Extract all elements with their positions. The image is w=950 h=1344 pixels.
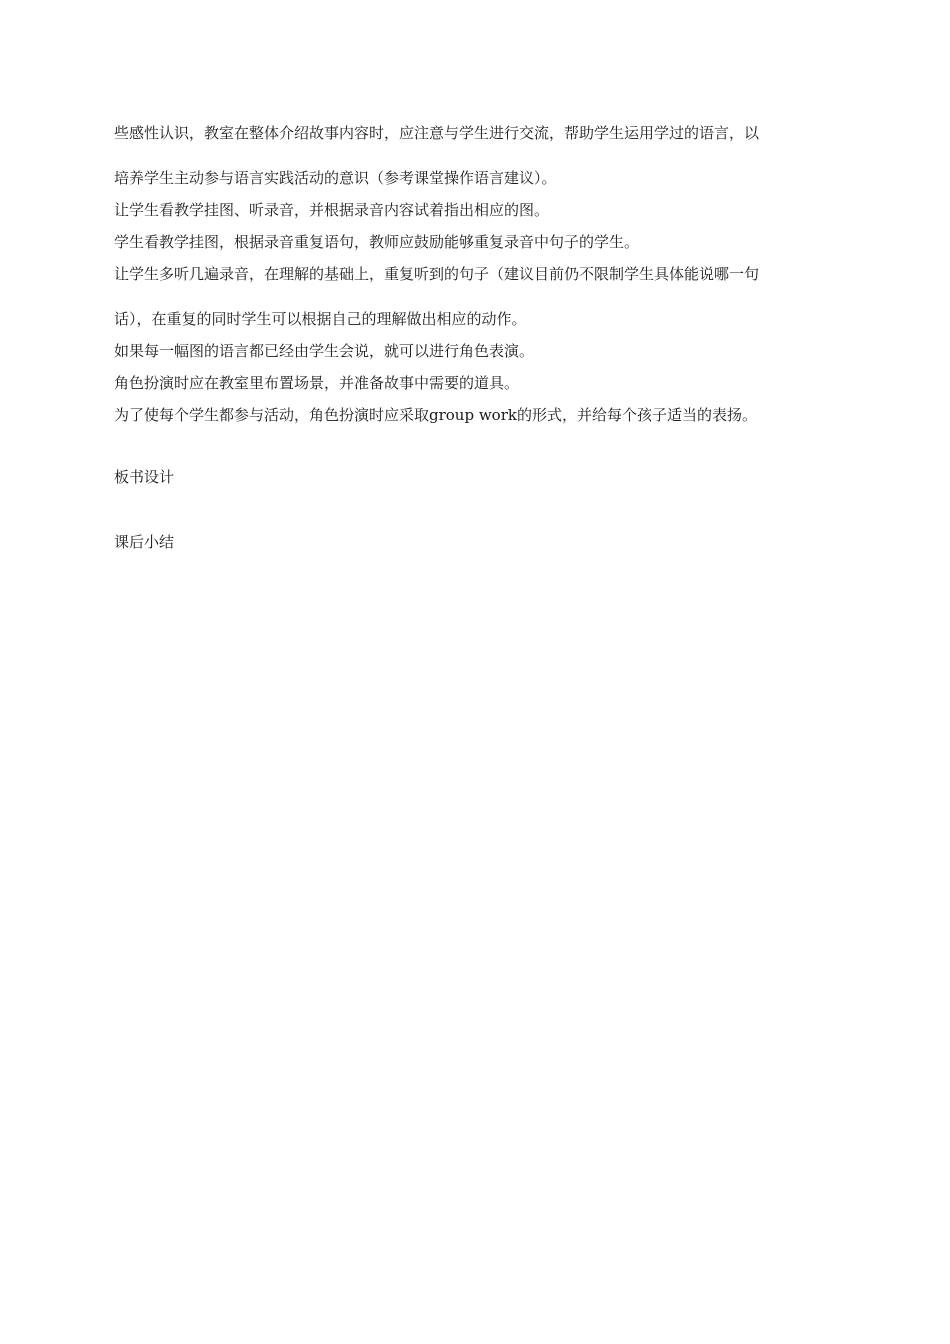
paragraph: 学生看教学挂图，根据录音重复语句，教师应鼓励能够重复录音中句子的学生。: [114, 233, 640, 251]
paragraph: 为了使每个学生都参与活动，角色扮演时应采取group work的形式，并给每个孩子适当的表扬。: [114, 406, 757, 424]
paragraph: 如果每一幅图的语言都已经由学生会说，就可以进行角色表演。: [114, 342, 535, 360]
paragraph-line: 培养学生主动参与语言实践活动的意识（参考课堂操作语言建议）。: [114, 169, 557, 187]
paragraph-line: 话），在重复的同时学生可以根据自己的理解做出相应的动作。: [114, 310, 527, 328]
paragraph-line: 些感性认识，教室在整体介绍故事内容时，应注意与学生进行交流，帮助学生运用学过的语言，以: [114, 124, 760, 142]
paragraph: 角色扮演时应在教室里布置场景，并准备故事中需要的道具。: [114, 374, 520, 392]
section-heading-board-design: 板书设计: [114, 468, 175, 486]
section-heading-summary: 课后小结: [114, 533, 175, 551]
paragraph: 让学生看教学挂图、听录音，并根据录音内容试着指出相应的图。: [114, 201, 550, 219]
paragraph-line: 让学生多听几遍录音，在理解的基础上，重复听到的句子（建议目前仍不限制学生具体能说哪一句: [114, 265, 760, 283]
document-body: [114, 124, 838, 552]
